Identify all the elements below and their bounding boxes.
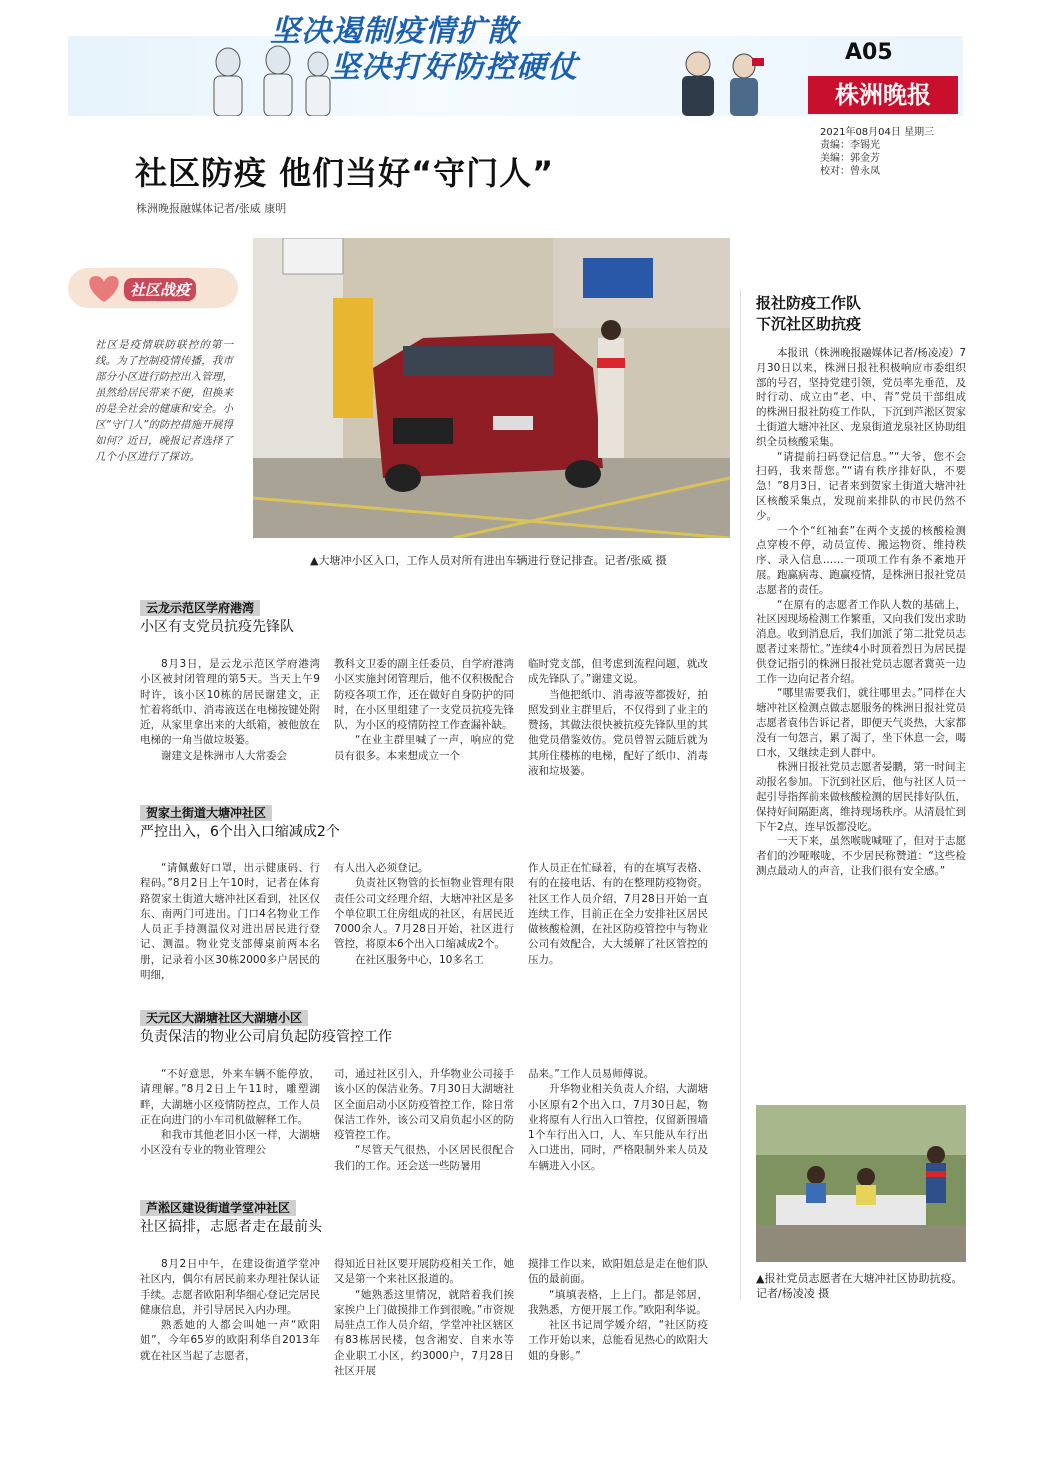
paragraph: 在社区服务中心，10多名工 [355, 953, 484, 966]
editor-credit: 责编：李锡光 [820, 140, 880, 151]
paragraph: 8月3日，是云龙示范区学府港湾小区被封闭管理的第5天。当天上午9时许，该小区10栋的居民谢建文，正忙着将纸巾、消毒液送在电梯按键处附近，从家里拿出来的大纸箱，被他放在电梯的一角当做垃圾篓。 [140, 658, 320, 747]
section-label [140, 597, 260, 616]
paragraph: 临时党支部，但考虑到流程问题，就改成先锋队了。”谢建文说。 [528, 658, 708, 686]
paragraph: “她熟悉这里情况，就陪着我们挨家挨户上门做摸排工作到很晚。”市资规局驻点工作人员介绍，学堂冲社区辖区有83栋居民楼，包含湘安、自来水等企业职工小区，约3000户，7月28日社区开展 [334, 1288, 514, 1378]
sidebar-paragraph: 本报讯（株洲晚报融媒体记者/杨凌凌）7月30日以来，株洲日报社积极响应市委组织部的号召，坚持党建引领，党员率先垂范，及时行动、成立由“老、中、青”党员干部组成的株洲日报社防疫工作队，下沉到芦淞区贺家土街道大塘冲社区、龙泉街道龙泉社区协助组织全员核酸采集。 [756, 347, 966, 448]
text-column [334, 861, 514, 968]
text-column [140, 657, 320, 764]
police-officer-illustration-icon [668, 44, 768, 116]
section-label-text: 芦淞区建设街道学堂冲社区 [140, 1200, 296, 1216]
paragraph: 谢建文是株洲市人大常委会 [161, 749, 287, 762]
paragraph: 当他把纸巾、消毒液等都拨好，拍照发到业主群里后，不仅得到了业主的赞扬，其做法很快被抗疫先锋队里的其他党员借鉴效仿。党员曾智云随后就为其所住楼栋的电梯，配好了纸巾、消毒液和垃圾篓。 [528, 688, 708, 778]
sidebar-paragraph: 一天下来，虽然喉咙喊哑了，但对于志愿者们的沙哑喉咙，不少居民称赞道：“这些检测点最动人的声音，让我们很有安全感。” [756, 835, 966, 877]
heart-hands-icon [80, 270, 128, 306]
sidebar-headline [756, 293, 861, 335]
sidebar-divider [740, 290, 741, 1300]
paragraph: 社区书记周学媛介绍，“社区防疫工作开始以来，总能看见热心的欧阳大姐的身影。” [528, 1319, 708, 1362]
page-number: A05 [845, 40, 893, 65]
paragraph: 有人出入必须登记。 [334, 862, 429, 874]
text-column [140, 1257, 320, 1364]
article-intro: 社区是疫情联防联控的第一线。为了控制疫情传播，我市部分小区进行防控出入管理，虽然给居民带来不便，但换来的是全社会的健康和安全。小区“守门人”的防控措施开展得如何？近日，晚报记者选择了几个小区进行了探访。 [95, 339, 233, 463]
car-checkpoint-photo [253, 238, 730, 538]
paragraph: 8月2日中午，在建设街道学堂冲社区内，偶尔有居民前来办理社保认证手续。志愿者欧阳利华细心登记完居民健康信息，并引导居民入内办理。 [140, 1258, 320, 1316]
sidebar-paragraph: 株洲日报社党员志愿者晏鹏，第一时间主动报名参加。下沉到社区后，他与社区人员一起引导指挥前来做核酸检测的居民排好队伍，保持好间隔距离，维持现场秩序。从清晨忙到下午2点，连早饭都没吃。 [756, 761, 966, 833]
section-subtitle: 社区搞排，志愿者走在最前头 [140, 1219, 322, 1235]
section-label-text: 天元区大湖塘社区大湖塘小区 [140, 1010, 308, 1026]
paragraph: 司，通过社区引入，升华物业公司接手该小区的保洁业务。7月30日大湖塘社区全面启动小区防疫管控工作，除日常保洁工作外，该公司又肩负起小区的防疫管控工作。 [334, 1068, 514, 1142]
art-editor-credit: 美编：郭金芳 [820, 153, 880, 164]
issue-date: 2021年08月04日 星期三 [820, 127, 935, 138]
paragraph: 升华物业相关负责人介绍，大湖塘小区原有2个出入口，7月30日起，物业将原有人行出入口管控，仅留新围墙1个车行出入口，人、车只能从车行出入口进出，同时，严格限制外来人员及车辆进入小区。 [528, 1083, 708, 1172]
paragraph: 摸排工作以来，欧阳姐总是走在他们队伍的最前面。 [528, 1258, 708, 1286]
newspaper-logo: 株洲晚报 [808, 76, 958, 114]
sidebar-headline-line-1: 报社防疫工作队 [756, 294, 862, 312]
paragraph: 和我市其他老旧小区一样，大湖塘小区没有专业的物业管理公 [140, 1129, 320, 1157]
text-column [334, 1257, 514, 1379]
column-badge-label: 社区战疫 [124, 278, 196, 301]
section-label [140, 802, 272, 821]
text-column [528, 861, 708, 968]
sidebar-body [756, 346, 966, 879]
section-label [140, 1197, 296, 1216]
text-column [528, 657, 708, 779]
sidebar-paragraph: “请提前扫码登记信息。”“大爷，您不会扫码，我来帮您。”“请有秩序排好队，不要急！”8月3日，记者来到贺家土街道大塘冲社区核酸采集点，发现前来排队的市民仍然不少。 [756, 450, 966, 522]
paragraph: 作人员正在忙碌着，有的在填写表格、有的在接电话、有的在整理防疫物资。社区工作人员介绍，7月28日开始一直连续工作，目前正在全力安排社区居民做核酸检测，在社区防疫管控中与物业公司有效配合，大大缓解了社区管控的压力。 [528, 862, 708, 966]
section-subtitle: 小区有支党员抗疫先锋队 [140, 619, 294, 635]
paragraph: 得知近日社区要开展防疫相关工作，她又是第一个来社区报道的。 [334, 1258, 514, 1286]
sidebar-paragraph: 一个个“红袖套”在两个支援的核酸检测点穿梭不停，动员宣传、搬运物资、维持秩序、录入信息……一项项工作有条不紊地开展。跑赢病毒、跑赢疫情，是株洲日报社党员志愿者的责任。 [756, 524, 966, 596]
paragraph: 负责社区物管的长恒物业管理有限责任公司文经理介绍，大塘冲社区是多个单位职工住房组成的社区，有居民近7000余人。7月28日开始，社区进行管控，将原本6个出入口缩减成2个。 [334, 877, 514, 951]
sidebar-paragraph: “在原有的志愿者工作队人数的基础上，社区因现场检测工作繁重，又向我们发出求助消息。收到消息后，我们加派了第二批党员志愿者过来帮忙。”连续4小时顶着烈日为居民提供登记指引的株洲日报社党员志愿者冀英一边工作一边向记者介绍。 [756, 598, 966, 685]
text-column [334, 1067, 514, 1174]
article-byline: 株洲晚报融媒体记者/张威 康明 [136, 202, 287, 215]
paragraph: “不好意思，外来车辆不能停放，请理解。”8月2日上午11时，雕塑湖畔，大湖塘小区疫情防控点，工作人员正在向进门的小车司机做解释工作。 [140, 1068, 320, 1126]
issue-info [820, 126, 934, 178]
slogan-line-1: 坚决遏制疫情扩散 [270, 14, 518, 49]
text-column [334, 657, 514, 764]
text-column [140, 861, 320, 983]
paragraph: “在业主群里喊了一声，响应的党员有很多。本来想成立一个 [334, 734, 514, 762]
paragraph: 品来。”工作人员易师傅说。 [528, 1068, 655, 1080]
sidebar-paragraph: “哪里需要我们，就往哪里去。”同样在大塘冲社区检测点做志愿服务的株洲日报社党员志愿者袁伟告诉记者，即便天气炎热，大家都没有一句怨言，累了渴了，坐下休息一会，喝口水，又继续走到人群中。 [756, 687, 966, 759]
sidebar-headline-line-2: 下沉社区助抗疫 [756, 315, 862, 333]
text-column [140, 1067, 320, 1159]
sidebar-photo-caption: ▲报社党员志愿者在大塘冲社区协助抗疫。 记者/杨凌凌 摄 [756, 1272, 963, 1300]
medical-staff-illustration-icon [188, 40, 338, 116]
text-column [528, 1257, 708, 1364]
section-label [140, 1007, 308, 1026]
article-headline: 社区防疫 他们当好“守门人” [135, 154, 555, 192]
section-label-text: 云龙示范区学府港湾 [140, 600, 260, 616]
paragraph: 教科文卫委的副主任委员，自学府港湾小区实施封闭管理后，他不仅积极配合防疫各项工作，还在做好自身防护的同时，在小区里组建了一支党员抗疫先锋队，为小区的疫情防控工作查漏补缺。 [334, 658, 514, 732]
paragraph: “请佩戴好口罩，出示健康码、行程码。”8月2日上午10时，记者在体育路贺家土街道大塘冲社区看到，社区仅东、南两门可进出。门口4名物业工作人员正手持测温仪对进出居民进行登记、测温。物业党支部傅桌前两本名册，记录着小区30栋2000多户居民的明细， [140, 862, 320, 982]
paragraph: “填填表格，上上门。都是邻居，我熟悉，方便开展工作。”欧阳利华说。 [528, 1288, 708, 1316]
main-photo [253, 238, 730, 538]
paragraph: 熟悉她的人都会叫她一声“欧阳姐”，今年65岁的欧阳利华自2013年就在社区当起了志愿者， [140, 1319, 320, 1362]
text-column [528, 1067, 708, 1174]
slogan-line-2: 坚决打好防控硬仗 [330, 50, 578, 85]
paragraph: “尽管天气很热，小区居民很配合我们的工作。还会送一些防暑用 [334, 1144, 514, 1172]
main-photo-caption: ▲大塘冲小区入口，工作人员对所有进出车辆进行登记排查。记者/张威 摄 [310, 554, 667, 567]
sidebar-photo [756, 1105, 966, 1262]
proofreader-credit: 校对：曾永凤 [820, 166, 880, 177]
section-subtitle: 严控出入，6个出入口缩减成2个 [140, 824, 340, 840]
section-subtitle: 负责保洁的物业公司肩负起防疫管控工作 [140, 1029, 392, 1045]
volunteers-photo [756, 1105, 966, 1262]
section-label-text: 贺家土街道大塘冲社区 [140, 805, 272, 821]
